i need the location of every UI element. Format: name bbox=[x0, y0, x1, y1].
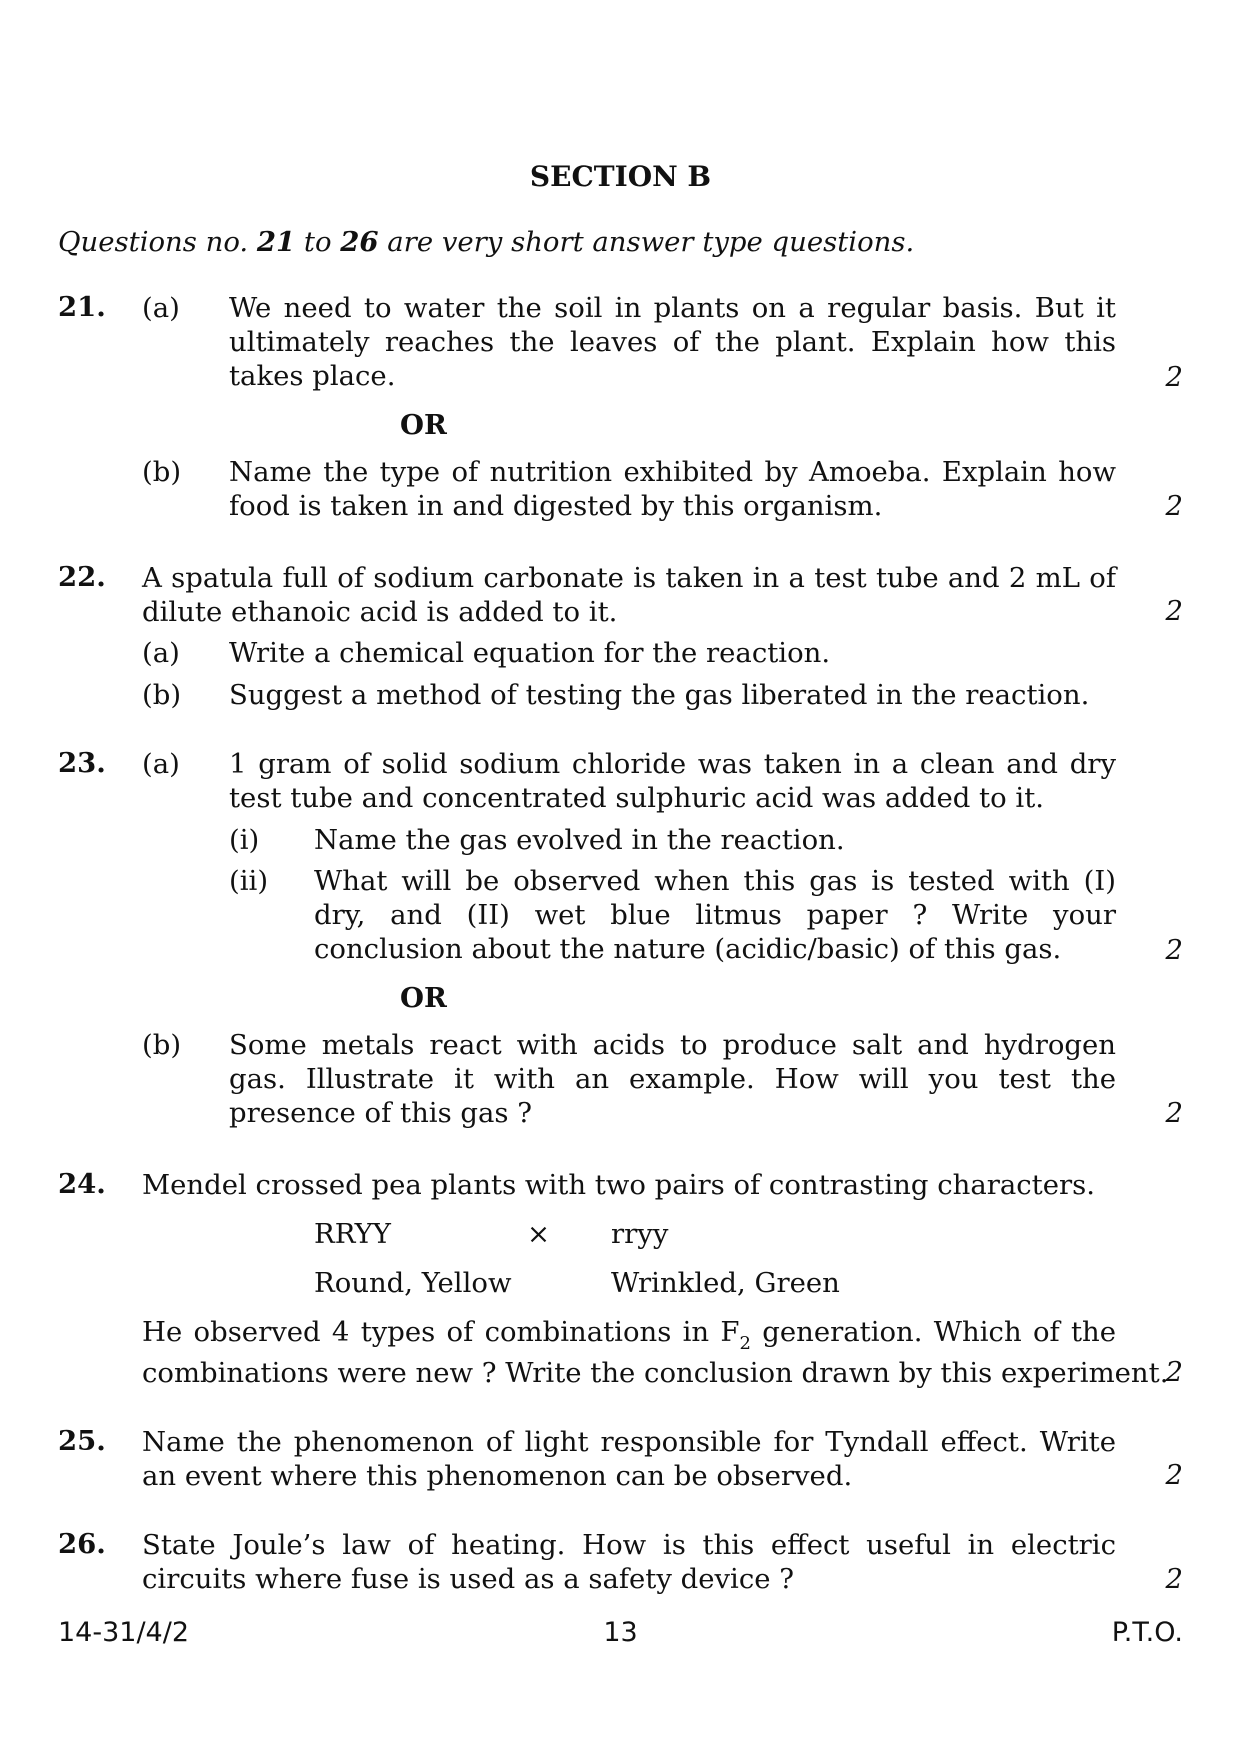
question-text: State Joule’s law of heating. How is this effect useful in electric circuits where fuse is used as a safety device ? bbox=[142, 1529, 1116, 1595]
paper-code: 14-31/4/2 bbox=[58, 1617, 190, 1648]
marks: 2 bbox=[1165, 490, 1183, 522]
question-number: 22. bbox=[58, 561, 106, 593]
question-text: Name the type of nutrition exhibited by Amoeba. Explain how food is taken in and digested by this organism. bbox=[229, 456, 1116, 522]
option-label: (b) bbox=[142, 456, 182, 488]
sub-option-text: Name the gas evolved in the reaction. bbox=[314, 824, 845, 856]
marks: 2 bbox=[1165, 1097, 1183, 1129]
question-text: combinations were new ? Write the conclusion drawn by this experiment. bbox=[142, 1357, 1169, 1389]
question-text: 1 gram of solid sodium chloride was taken in a clean and dry test tube and concentrated sulphuric acid was added to it. bbox=[229, 748, 1116, 814]
marks: 2 bbox=[1165, 595, 1183, 627]
question-text: Name the phenomenon of light responsible for Tyndall effect. Write an event where this phenomenon can be observed. bbox=[142, 1426, 1116, 1492]
question-number: 21. bbox=[58, 291, 106, 323]
question-number: 24. bbox=[58, 1168, 106, 1200]
option-text: Write a chemical equation for the reaction. bbox=[229, 637, 831, 669]
sub-option-label: (ii) bbox=[229, 865, 269, 897]
question-number: 26. bbox=[58, 1528, 106, 1560]
or-separator: OR bbox=[400, 409, 447, 441]
subscript: 2 bbox=[739, 1333, 751, 1354]
marks: 2 bbox=[1165, 361, 1183, 393]
question-text-post: generation. Which of the bbox=[750, 1316, 1116, 1348]
cross-trait-1: Round, Yellow bbox=[314, 1267, 512, 1299]
sub-option-text: What will be observed when this gas is tested with (I) dry, and (II) wet blue litmus paper ? Write your conclusion about the nature (acidic/basic) of this gas. bbox=[314, 865, 1116, 965]
cross-parent-2: rryy bbox=[611, 1218, 669, 1250]
sub-option-label: (i) bbox=[229, 824, 260, 856]
question-text: Mendel crossed pea plants with two pairs of contrasting characters. bbox=[142, 1169, 1095, 1201]
section-instruction bbox=[58, 225, 914, 259]
option-label: (b) bbox=[142, 679, 182, 711]
option-label: (a) bbox=[142, 637, 180, 669]
question-number: 25. bbox=[58, 1425, 106, 1457]
option-label: (a) bbox=[142, 748, 180, 780]
marks: 2 bbox=[1165, 934, 1183, 966]
page-number: 13 bbox=[603, 1617, 638, 1648]
question-number: 23. bbox=[58, 747, 106, 779]
question-text: Some metals react with acids to produce salt and hydrogen gas. Illustrate it with an example. How will you test the presence of this gas ? bbox=[229, 1029, 1116, 1129]
marks: 2 bbox=[1165, 1459, 1183, 1491]
option-label: (b) bbox=[142, 1029, 182, 1061]
question-text-pre: He observed 4 types of combinations in F bbox=[142, 1316, 740, 1348]
instruction-from: 21 bbox=[256, 226, 296, 258]
instruction-pre: Questions no. bbox=[58, 226, 257, 258]
or-separator: OR bbox=[400, 982, 447, 1014]
instruction-post: are very short answer type questions. bbox=[378, 226, 915, 258]
option-text: Suggest a method of testing the gas liberated in the reaction. bbox=[229, 679, 1090, 711]
question-text bbox=[142, 1315, 1116, 1353]
cross-parent-1: RRYY bbox=[314, 1218, 391, 1250]
section-title: SECTION B bbox=[529, 160, 712, 193]
cross-trait-2: Wrinkled, Green bbox=[611, 1267, 840, 1299]
question-text: A spatula full of sodium carbonate is taken in a test tube and 2 mL of dilute ethanoic acid is added to it. bbox=[142, 562, 1116, 628]
option-label: (a) bbox=[142, 292, 180, 324]
cross-symbol: × bbox=[527, 1218, 551, 1250]
instruction-mid: to bbox=[295, 226, 341, 258]
marks: 2 bbox=[1165, 1356, 1183, 1388]
question-text: We need to water the soil in plants on a regular basis. But it ultimately reaches the leaves of the plant. Explain how this takes place. bbox=[229, 292, 1116, 392]
instruction-to: 26 bbox=[340, 226, 379, 258]
marks: 2 bbox=[1165, 1563, 1183, 1595]
pto-label: P.T.O. bbox=[1111, 1617, 1183, 1648]
